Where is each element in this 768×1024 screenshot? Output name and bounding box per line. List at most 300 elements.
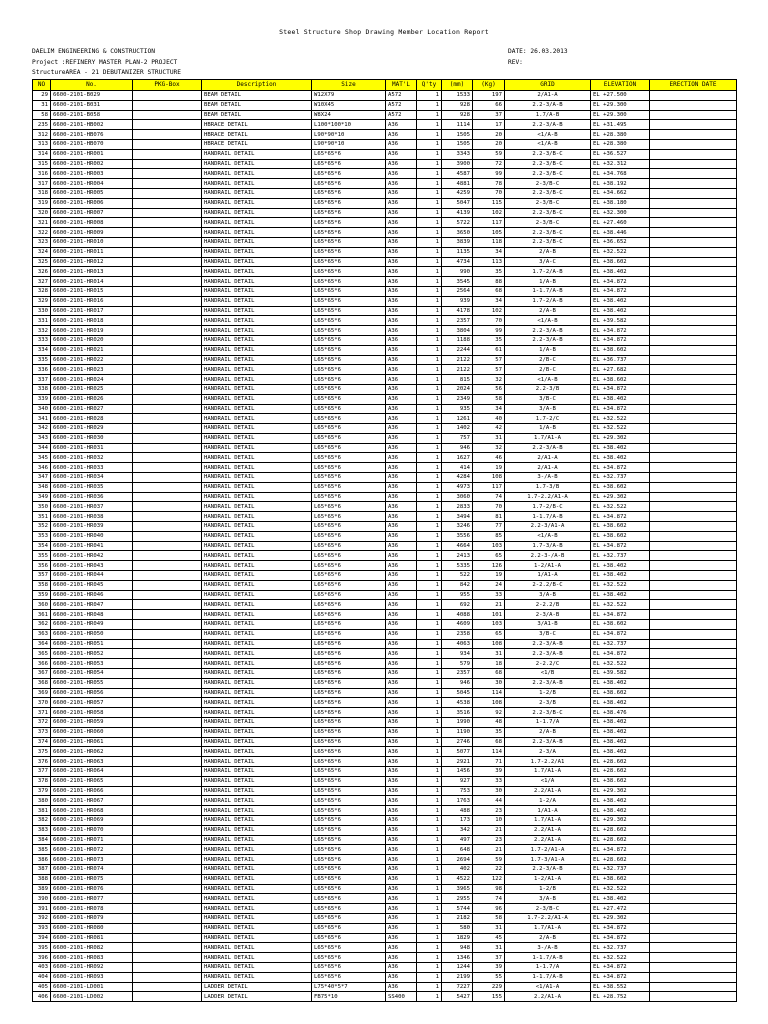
cell-pkg-box <box>133 766 202 776</box>
cell-no: 350 <box>33 502 51 512</box>
company-name: DAELIM ENGINEERING & CONSTRUCTION <box>32 48 155 55</box>
cell-length: 488 <box>442 806 473 816</box>
cell-description: HANDRAIL DETAIL <box>202 962 312 972</box>
cell-length: 4522 <box>442 874 473 884</box>
cell-quantity: 1 <box>417 130 442 140</box>
cell-grid: 3-/A-B <box>505 943 591 953</box>
cell-size: L65*65*6 <box>312 610 386 620</box>
cell-no: 354 <box>33 541 51 551</box>
cell-member-no: 6600-2101-HR034 <box>51 473 133 483</box>
table-row <box>33 776 737 786</box>
cell-length: 946 <box>442 443 473 453</box>
cell-erection-date <box>650 228 737 238</box>
cell-pkg-box <box>133 561 202 571</box>
cell-size: L65*65*6 <box>312 218 386 228</box>
cell-pkg-box <box>133 864 202 874</box>
cell-member-no: 6600-2101-HR015 <box>51 286 133 296</box>
cell-pkg-box <box>133 198 202 208</box>
cell-length: 4259 <box>442 188 473 198</box>
cell-elevation: EL +28.380 <box>591 130 650 140</box>
cell-quantity: 1 <box>417 913 442 923</box>
cell-quantity: 1 <box>417 718 442 728</box>
cell-length: 2244 <box>442 345 473 355</box>
cell-member-no: 6600-2101-HR066 <box>51 786 133 796</box>
cell-elevation: EL +34.872 <box>591 972 650 982</box>
cell-quantity: 1 <box>417 649 442 659</box>
cell-grid: 1-1.7/A <box>505 718 591 728</box>
cell-quantity: 1 <box>417 766 442 776</box>
table-row <box>33 933 737 943</box>
cell-material: A36 <box>386 561 417 571</box>
cell-grid: 2-3/B-C <box>505 179 591 189</box>
cell-erection-date <box>650 267 737 277</box>
cell-length: 3556 <box>442 531 473 541</box>
cell-quantity: 1 <box>417 277 442 287</box>
cell-size: L65*65*6 <box>312 208 386 218</box>
table-row <box>33 874 737 884</box>
cell-description: HANDRAIL DETAIL <box>202 757 312 767</box>
cell-pkg-box <box>133 649 202 659</box>
cell-elevation: EL +38.180 <box>591 198 650 208</box>
table-row <box>33 473 737 483</box>
table-row <box>33 913 737 923</box>
cell-grid: 2-3/A <box>505 747 591 757</box>
cell-grid: 2.2-3/B-C <box>505 149 591 159</box>
cell-quantity: 1 <box>417 541 442 551</box>
cell-erection-date <box>650 453 737 463</box>
cell-pkg-box <box>133 835 202 845</box>
cell-material: A36 <box>386 463 417 473</box>
cell-no: 375 <box>33 747 51 757</box>
cell-material: A36 <box>386 228 417 238</box>
cell-description: HANDRAIL DETAIL <box>202 845 312 855</box>
report-date: DATE: 26.03.2013 <box>508 48 568 55</box>
cell-length: 5045 <box>442 688 473 698</box>
cell-member-no: 6600-2101-HR081 <box>51 933 133 943</box>
cell-weight: 57 <box>473 365 505 375</box>
cell-material: A36 <box>386 727 417 737</box>
cell-erection-date <box>650 237 737 247</box>
cell-elevation: EL +38.602 <box>591 874 650 884</box>
cell-no: 312 <box>33 130 51 140</box>
cell-length: 939 <box>442 296 473 306</box>
cell-weight: 34 <box>473 247 505 257</box>
cell-erection-date <box>650 110 737 120</box>
table-row <box>33 139 737 149</box>
cell-grid: 1-1.7/A-B <box>505 512 591 522</box>
table-row <box>33 894 737 904</box>
cell-elevation: EL +38.402 <box>591 571 650 581</box>
cell-no: 383 <box>33 825 51 835</box>
cell-elevation: EL +34.872 <box>591 629 650 639</box>
cell-weight: 31 <box>473 433 505 443</box>
cell-size: L65*65*6 <box>312 188 386 198</box>
cell-elevation: EL +38.552 <box>591 982 650 992</box>
cell-member-no: 6600-2101-HR092 <box>51 962 133 972</box>
cell-quantity: 1 <box>417 267 442 277</box>
cell-erection-date <box>650 953 737 963</box>
cell-quantity: 1 <box>417 600 442 610</box>
cell-material: A36 <box>386 306 417 316</box>
cell-description: HANDRAIL DETAIL <box>202 492 312 502</box>
cell-member-no: 6600-2101-HR055 <box>51 678 133 688</box>
cell-grid: 2.2-3/A-B <box>505 864 591 874</box>
cell-description: BEAM DETAIL <box>202 91 312 101</box>
table-row <box>33 179 737 189</box>
cell-description: HANDRAIL DETAIL <box>202 394 312 404</box>
cell-pkg-box <box>133 267 202 277</box>
cell-pkg-box <box>133 277 202 287</box>
cell-no: 382 <box>33 815 51 825</box>
cell-elevation: EL +39.582 <box>591 316 650 326</box>
cell-erection-date <box>650 433 737 443</box>
cell-length: 1627 <box>442 453 473 463</box>
cell-quantity: 1 <box>417 139 442 149</box>
cell-member-no: 6600-2101-HR037 <box>51 502 133 512</box>
cell-size: L65*65*6 <box>312 502 386 512</box>
cell-elevation: EL +38.602 <box>591 375 650 385</box>
cell-size: L65*65*6 <box>312 561 386 571</box>
cell-material: A36 <box>386 159 417 169</box>
cell-member-no: 6600-2101-HR056 <box>51 688 133 698</box>
cell-pkg-box <box>133 335 202 345</box>
col-header-material: MAT'L <box>386 80 417 91</box>
cell-member-no: 6600-2101-LD001 <box>51 982 133 992</box>
cell-elevation: EL +38.402 <box>591 394 650 404</box>
cell-size: L65*65*6 <box>312 639 386 649</box>
cell-member-no: 6600-2101-HR022 <box>51 355 133 365</box>
cell-material: A36 <box>386 247 417 257</box>
cell-length: 497 <box>442 835 473 845</box>
cell-member-no: 6600-2101-HR062 <box>51 747 133 757</box>
cell-material: A36 <box>386 433 417 443</box>
cell-quantity: 1 <box>417 482 442 492</box>
cell-no: 394 <box>33 933 51 943</box>
cell-no: 376 <box>33 757 51 767</box>
cell-grid: 1.7/A1-A <box>505 815 591 825</box>
table-row <box>33 580 737 590</box>
cell-description: HANDRAIL DETAIL <box>202 659 312 669</box>
cell-weight: 42 <box>473 424 505 434</box>
cell-elevation: EL +32.737 <box>591 639 650 649</box>
cell-erection-date <box>650 786 737 796</box>
cell-size: L65*65*6 <box>312 737 386 747</box>
cell-elevation: EL +29.302 <box>591 815 650 825</box>
cell-no: 320 <box>33 208 51 218</box>
cell-quantity: 1 <box>417 394 442 404</box>
cell-grid: 3/A-B <box>505 894 591 904</box>
cell-pkg-box <box>133 629 202 639</box>
cell-length: 753 <box>442 786 473 796</box>
cell-quantity: 1 <box>417 943 442 953</box>
cell-elevation: EL +34.872 <box>591 277 650 287</box>
cell-size: L65*65*6 <box>312 306 386 316</box>
table-row <box>33 815 737 825</box>
cell-pkg-box <box>133 188 202 198</box>
cell-quantity: 1 <box>417 884 442 894</box>
cell-no: 389 <box>33 884 51 894</box>
cell-elevation: EL +38.602 <box>591 257 650 267</box>
cell-pkg-box <box>133 776 202 786</box>
cell-grid: 2.2-3/A-B <box>505 443 591 453</box>
cell-length: 4973 <box>442 482 473 492</box>
cell-grid: 2.2-3/A-B <box>505 326 591 336</box>
table-row <box>33 718 737 728</box>
cell-length: 955 <box>442 590 473 600</box>
cell-description: HANDRAIL DETAIL <box>202 727 312 737</box>
cell-grid: 2.2-3/A-B <box>505 120 591 130</box>
cell-length: 1190 <box>442 727 473 737</box>
cell-erection-date <box>650 688 737 698</box>
cell-description: HANDRAIL DETAIL <box>202 718 312 728</box>
cell-material: A572 <box>386 91 417 101</box>
table-row <box>33 962 737 972</box>
cell-grid: 2.2-3/B-C <box>505 159 591 169</box>
cell-quantity: 1 <box>417 306 442 316</box>
cell-erection-date <box>650 698 737 708</box>
cell-length: 1261 <box>442 414 473 424</box>
cell-weight: 71 <box>473 757 505 767</box>
cell-grid: 2/A-B <box>505 933 591 943</box>
cell-member-no: 6600-2101-HR013 <box>51 267 133 277</box>
cell-pkg-box <box>133 208 202 218</box>
cell-size: L75*40*5*7 <box>312 982 386 992</box>
cell-erection-date <box>650 845 737 855</box>
cell-no: 378 <box>33 776 51 786</box>
cell-member-no: 6600-2101-HR010 <box>51 237 133 247</box>
cell-member-no: 6600-2101-HR073 <box>51 855 133 865</box>
table-row <box>33 228 737 238</box>
cell-size: L65*65*6 <box>312 237 386 247</box>
table-row <box>33 610 737 620</box>
cell-grid: 2-2.2/B-C <box>505 580 591 590</box>
cell-erection-date <box>650 825 737 835</box>
cell-quantity: 1 <box>417 345 442 355</box>
cell-erection-date <box>650 188 737 198</box>
cell-member-no: 6600-2101-HR012 <box>51 257 133 267</box>
cell-erection-date <box>650 874 737 884</box>
cell-grid: 2-3/B-C <box>505 218 591 228</box>
cell-quantity: 1 <box>417 747 442 757</box>
cell-quantity: 1 <box>417 355 442 365</box>
cell-length: 1533 <box>442 91 473 101</box>
cell-pkg-box <box>133 433 202 443</box>
cell-weight: 37 <box>473 110 505 120</box>
cell-no: 342 <box>33 424 51 434</box>
cell-no: 314 <box>33 149 51 159</box>
cell-size: L65*65*6 <box>312 482 386 492</box>
cell-grid: 3/A-B <box>505 590 591 600</box>
cell-elevation: EL +38.192 <box>591 179 650 189</box>
cell-description: HANDRAIL DETAIL <box>202 149 312 159</box>
cell-size: L65*65*6 <box>312 345 386 355</box>
cell-elevation: EL +34.872 <box>591 962 650 972</box>
cell-member-no: 6600-2101-HR045 <box>51 580 133 590</box>
cell-quantity: 1 <box>417 179 442 189</box>
cell-erection-date <box>650 482 737 492</box>
cell-description: HANDRAIL DETAIL <box>202 806 312 816</box>
table-row <box>33 443 737 453</box>
table-row <box>33 982 737 992</box>
cell-description: HANDRAIL DETAIL <box>202 747 312 757</box>
cell-quantity: 1 <box>417 590 442 600</box>
cell-material: A36 <box>386 972 417 982</box>
cell-pkg-box <box>133 414 202 424</box>
cell-grid: 1-2/B <box>505 884 591 894</box>
cell-quantity: 1 <box>417 551 442 561</box>
cell-quantity: 1 <box>417 120 442 130</box>
cell-quantity: 1 <box>417 188 442 198</box>
cell-size: L65*65*6 <box>312 835 386 845</box>
cell-member-no: 6600-2101-HR023 <box>51 365 133 375</box>
cell-pkg-box <box>133 551 202 561</box>
cell-quantity: 1 <box>417 845 442 855</box>
cell-weight: 117 <box>473 218 505 228</box>
cell-material: A36 <box>386 218 417 228</box>
cell-length: 5047 <box>442 198 473 208</box>
cell-pkg-box <box>133 453 202 463</box>
cell-weight: 22 <box>473 864 505 874</box>
cell-grid: 2-3/A-B <box>505 610 591 620</box>
cell-material: A36 <box>386 188 417 198</box>
cell-length: 3804 <box>442 326 473 336</box>
cell-elevation: EL +39.582 <box>591 669 650 679</box>
cell-elevation: EL +32.737 <box>591 551 650 561</box>
cell-description: HANDRAIL DETAIL <box>202 414 312 424</box>
cell-member-no: 6600-2101-HR080 <box>51 923 133 933</box>
cell-description: HANDRAIL DETAIL <box>202 874 312 884</box>
cell-erection-date <box>650 424 737 434</box>
cell-quantity: 1 <box>417 894 442 904</box>
cell-elevation: EL +38.402 <box>591 718 650 728</box>
cell-size: L65*65*6 <box>312 620 386 630</box>
cell-grid: 1/A1-A <box>505 806 591 816</box>
cell-elevation: EL +28.752 <box>591 992 650 1002</box>
cell-size: FB75*10 <box>312 992 386 1002</box>
cell-pkg-box <box>133 894 202 904</box>
cell-grid: 1.7-2/C <box>505 414 591 424</box>
cell-quantity: 1 <box>417 169 442 179</box>
cell-length: 4881 <box>442 179 473 189</box>
cell-size: L65*65*6 <box>312 590 386 600</box>
cell-length: 4664 <box>442 541 473 551</box>
cell-material: A36 <box>386 296 417 306</box>
cell-size: L65*65*6 <box>312 443 386 453</box>
cell-description: HANDRAIL DETAIL <box>202 267 312 277</box>
cell-erection-date <box>650 855 737 865</box>
cell-description: HANDRAIL DETAIL <box>202 228 312 238</box>
cell-elevation: EL +28.602 <box>591 757 650 767</box>
cell-grid: 2-2.2/C <box>505 659 591 669</box>
cell-description: HANDRAIL DETAIL <box>202 541 312 551</box>
cell-member-no: 6600-2101-HR071 <box>51 835 133 845</box>
cell-member-no: 6600-2101-HR061 <box>51 737 133 747</box>
cell-description: HANDRAIL DETAIL <box>202 688 312 698</box>
table-row <box>33 463 737 473</box>
cell-material: A36 <box>386 149 417 159</box>
cell-elevation: EL +38.602 <box>591 345 650 355</box>
cell-quantity: 1 <box>417 326 442 336</box>
cell-pkg-box <box>133 326 202 336</box>
cell-material: A36 <box>386 757 417 767</box>
cell-size: W8X24 <box>312 110 386 120</box>
col-header-description: Description <box>202 80 312 91</box>
cell-pkg-box <box>133 884 202 894</box>
cell-weight: 31 <box>473 649 505 659</box>
cell-pkg-box <box>133 149 202 159</box>
cell-pkg-box <box>133 600 202 610</box>
cell-member-no: 6600-2101-HR068 <box>51 806 133 816</box>
cell-quantity: 1 <box>417 453 442 463</box>
cell-no: 368 <box>33 678 51 688</box>
cell-elevation: EL +34.872 <box>591 326 650 336</box>
cell-weight: 68 <box>473 737 505 747</box>
cell-grid: 2/A-B <box>505 306 591 316</box>
cell-size: L65*65*6 <box>312 296 386 306</box>
cell-no: 348 <box>33 482 51 492</box>
cell-no: 365 <box>33 649 51 659</box>
cell-pkg-box <box>133 100 202 110</box>
cell-quantity: 1 <box>417 247 442 257</box>
cell-weight: 70 <box>473 316 505 326</box>
cell-size: L65*65*6 <box>312 678 386 688</box>
cell-material: A36 <box>386 237 417 247</box>
cell-material: A36 <box>386 923 417 933</box>
cell-no: 380 <box>33 796 51 806</box>
cell-elevation: EL +38.402 <box>591 296 650 306</box>
cell-no: 355 <box>33 551 51 561</box>
cell-no: 318 <box>33 188 51 198</box>
cell-weight: 46 <box>473 453 505 463</box>
cell-member-no: 6600-2101-HR036 <box>51 492 133 502</box>
cell-description: HANDRAIL DETAIL <box>202 590 312 600</box>
cell-size: L65*65*6 <box>312 473 386 483</box>
cell-erection-date <box>650 962 737 972</box>
cell-length: 1763 <box>442 796 473 806</box>
cell-description: HANDRAIL DETAIL <box>202 188 312 198</box>
cell-quantity: 1 <box>417 512 442 522</box>
table-row <box>33 678 737 688</box>
cell-size: L65*65*6 <box>312 335 386 345</box>
cell-material: A36 <box>386 316 417 326</box>
cell-grid: 1.7-2.2/A1-A <box>505 913 591 923</box>
cell-weight: 99 <box>473 326 505 336</box>
cell-erection-date <box>650 678 737 688</box>
project-name: Project :REFINERY MASTER PLAN-2 PROJECT <box>32 59 178 66</box>
cell-no: 335 <box>33 355 51 365</box>
cell-no: 381 <box>33 806 51 816</box>
cell-weight: 108 <box>473 639 505 649</box>
cell-pkg-box <box>133 375 202 385</box>
cell-weight: 118 <box>473 237 505 247</box>
cell-grid: 1-1.7/A <box>505 962 591 972</box>
cell-size: W10X45 <box>312 100 386 110</box>
cell-description: HANDRAIL DETAIL <box>202 825 312 835</box>
cell-size: L65*65*6 <box>312 796 386 806</box>
cell-grid: <1/A1-A <box>505 982 591 992</box>
cell-no: 341 <box>33 414 51 424</box>
cell-no: 363 <box>33 629 51 639</box>
cell-member-no: 6600-2101-HR079 <box>51 913 133 923</box>
cell-material: A36 <box>386 590 417 600</box>
cell-weight: 30 <box>473 786 505 796</box>
cell-length: 5744 <box>442 904 473 914</box>
cell-grid: <1/A-B <box>505 139 591 149</box>
cell-weight: 40 <box>473 414 505 424</box>
cell-pkg-box <box>133 678 202 688</box>
cell-member-no: 6600-2101-HR044 <box>51 571 133 581</box>
cell-elevation: EL +38.402 <box>591 453 650 463</box>
